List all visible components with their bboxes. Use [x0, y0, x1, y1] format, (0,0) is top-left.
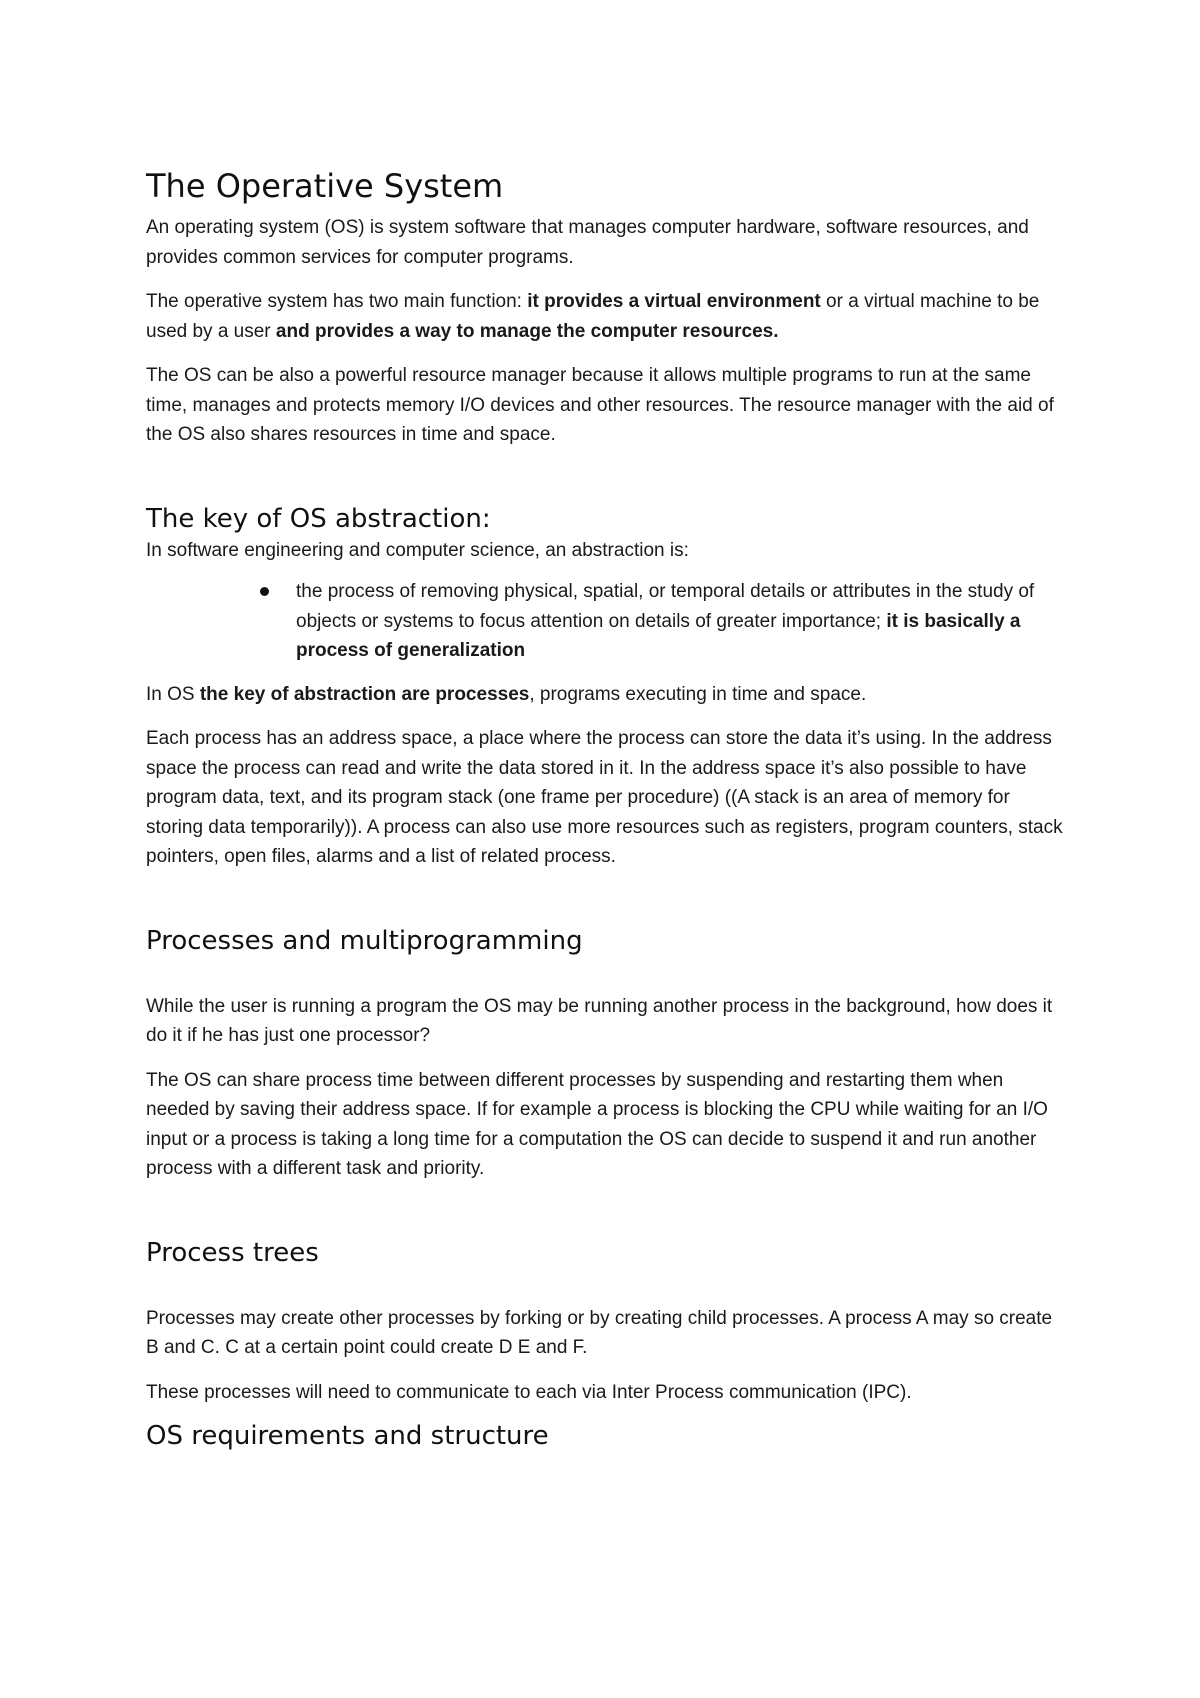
text-run: the process of removing physical, spatial, or temporal details or attributes in the study of objects or systems to focus attention on details of greater importance;	[296, 581, 1035, 632]
bold-run-key-abstraction: the key of abstraction are processes	[199, 683, 530, 705]
heading-os-abstraction: The key of OS abstraction:	[146, 503, 491, 534]
document-title: The Operative System	[146, 167, 504, 205]
paragraph-background-process: While the user is running a program the OS may be running another process in the background, how does it do it if he has just one processor?	[146, 995, 1053, 1046]
paragraph-main-functions	[146, 287, 1066, 346]
paragraph-abstraction-intro: In software engineering and computer science, an abstraction is:	[146, 539, 689, 561]
bold-run-manage-resources: and provides a way to manage the computer resources.	[275, 320, 779, 342]
bold-run-virtual-environment: it provides a virtual environment	[527, 291, 821, 312]
heading-multiprogramming: Processes and multiprogramming	[146, 925, 583, 956]
text-run: In OS	[146, 683, 200, 705]
paragraph-resource-manager: The OS can be also a powerful resource manager because it allows multiple programs to run at the same time, manages and protects memory I/O devices and other resources. The resource manager with the aid of the OS also shares resources in time and space.	[146, 365, 1054, 445]
document-body	[146, 165, 1066, 1453]
paragraph-key-processes	[146, 680, 1066, 710]
list-item	[296, 577, 1066, 666]
paragraph-child-processes: Processes may create other processes by forking or by creating child processes. A process A may so create B and C. C at a certain point could create D E and F.	[146, 1307, 1053, 1358]
bold-run-generalization: it is basically a process of generalization	[296, 610, 1021, 661]
bullet-list	[146, 577, 1066, 666]
paragraph-process-sharing: The OS can share process time between different processes by suspending and restarting them when needed by saving their address space. If for example a process is blocking the CPU while waiting for an I/O input or a process is taking a long time for a computation the OS can decide to suspend it and run another process with a different task and priority.	[146, 1069, 1048, 1179]
paragraph-ipc: These processes will need to communicate to each via Inter Process communication (IPC).	[146, 1381, 912, 1403]
text-run: The operative system has two main function:	[146, 291, 528, 312]
paragraph-os-definition: An operating system (OS) is system software that manages computer hardware, software resources, and provides common services for computer programs.	[146, 217, 1029, 268]
text-run: or a virtual machine to be used by a user	[146, 291, 1040, 342]
heading-process-trees: Process trees	[146, 1237, 319, 1268]
text-run: , programs executing in time and space.	[529, 683, 867, 705]
bullet-icon	[260, 587, 269, 596]
heading-os-requirements: OS requirements and structure	[146, 1421, 549, 1451]
paragraph-address-space: Each process has an address space, a place where the process can store the data it’s using. In the address space the process can read and write the data stored in it. In the address space it’s also possible to have program data, text, and its program stack (one frame per procedure) ((A stack is an area of memory for storing data temporarily)). A process can also use more resources such as registers, program counters, stack pointers, open files, alarms and a list of related process.	[146, 728, 1063, 867]
